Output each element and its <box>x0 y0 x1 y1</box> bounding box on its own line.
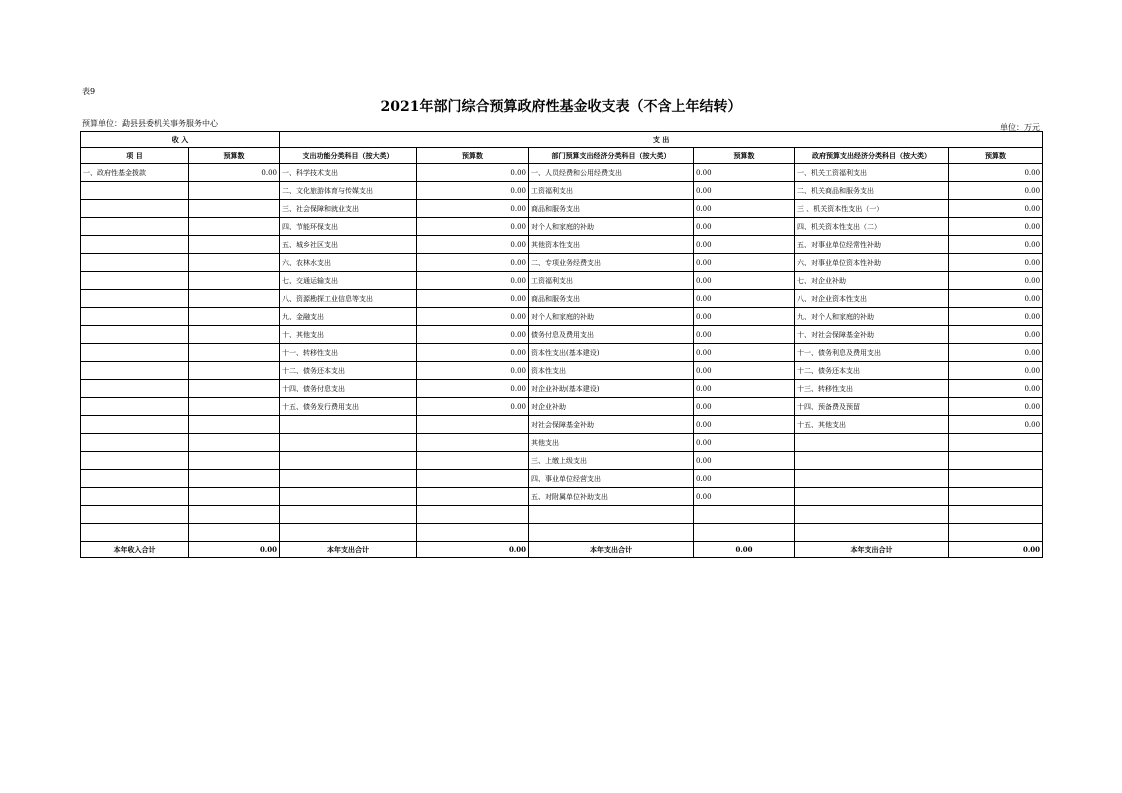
table-row <box>81 200 1043 218</box>
gov-class-cell <box>795 452 949 470</box>
func-class-cell: 十五、债务发行费用支出 <box>280 398 417 416</box>
income-budget-cell <box>189 434 280 452</box>
gov-class-cell: 七、对企业补助 <box>795 272 949 290</box>
dept-class-cell: 对企业补助(基本建设) <box>529 380 694 398</box>
dept-budget-cell: 0.00 <box>694 362 795 380</box>
col-header-gov-econ-class: 政府预算支出经济分类科目（按大类） <box>795 148 949 164</box>
income-item-cell <box>81 416 189 434</box>
income-budget-cell <box>189 362 280 380</box>
income-budget-cell <box>189 254 280 272</box>
dept-class-cell: 其他资本性支出 <box>529 236 694 254</box>
income-budget-cell <box>189 182 280 200</box>
func-budget-cell: 0.00 <box>417 380 529 398</box>
gov-class-cell <box>795 506 949 524</box>
dept-budget-cell: 0.00 <box>694 236 795 254</box>
income-item-cell <box>81 398 189 416</box>
total-func-label: 本年支出合计 <box>280 542 417 558</box>
func-class-cell <box>280 452 417 470</box>
func-budget-cell <box>417 416 529 434</box>
income-budget-cell <box>189 218 280 236</box>
table-row <box>81 380 1043 398</box>
func-budget-cell <box>417 434 529 452</box>
dept-budget-cell: 0.00 <box>694 398 795 416</box>
col-header-func-class: 支出功能分类科目（按大类） <box>280 148 417 164</box>
table-row <box>81 470 1043 488</box>
func-class-cell: 五、城乡社区支出 <box>280 236 417 254</box>
dept-budget-cell: 0.00 <box>694 488 795 506</box>
func-budget-cell: 0.00 <box>417 326 529 344</box>
dept-budget-cell: 0.00 <box>694 164 795 182</box>
gov-class-cell <box>795 524 949 542</box>
dept-class-cell: 商品和服务支出 <box>529 290 694 308</box>
table-row <box>81 326 1043 344</box>
dept-class-cell: 三、上缴上级支出 <box>529 452 694 470</box>
func-budget-cell <box>417 470 529 488</box>
gov-class-cell: 九、对个人和家庭的补助 <box>795 308 949 326</box>
gov-class-cell: 五、对事业单位经常性补助 <box>795 236 949 254</box>
total-func-value: 0.00 <box>417 542 529 558</box>
func-budget-cell: 0.00 <box>417 236 529 254</box>
gov-class-cell: 三 、机关资本性支出（一） <box>795 200 949 218</box>
col-header-dept-econ-class: 部门预算支出经济分类科目（按大类） <box>529 148 694 164</box>
func-budget-cell: 0.00 <box>417 290 529 308</box>
dept-class-cell: 其他支出 <box>529 434 694 452</box>
dept-budget-cell: 0.00 <box>694 254 795 272</box>
func-class-cell: 二、文化旅游体育与传媒支出 <box>280 182 417 200</box>
gov-class-cell: 二、机关商品和服务支出 <box>795 182 949 200</box>
gov-class-cell: 十一、债务利息及费用支出 <box>795 344 949 362</box>
dept-class-cell: 商品和服务支出 <box>529 200 694 218</box>
income-item-cell <box>81 326 189 344</box>
table-row <box>81 254 1043 272</box>
total-row <box>81 542 1043 558</box>
income-item-cell <box>81 488 189 506</box>
table-row <box>81 488 1043 506</box>
gov-class-cell: 十三、转移性支出 <box>795 380 949 398</box>
func-class-cell: 六、农林水支出 <box>280 254 417 272</box>
gov-budget-cell: 0.00 <box>949 200 1043 218</box>
func-budget-cell: 0.00 <box>417 164 529 182</box>
table-row <box>81 398 1043 416</box>
total-dept-label: 本年支出合计 <box>529 542 694 558</box>
header-row-top <box>81 132 1043 148</box>
gov-class-cell <box>795 488 949 506</box>
func-class-cell: 一、科学技术支出 <box>280 164 417 182</box>
income-budget-cell <box>189 344 280 362</box>
table-row <box>81 416 1043 434</box>
dept-budget-cell: 0.00 <box>694 218 795 236</box>
table-row <box>81 236 1043 254</box>
dept-class-cell: 一、人员经费和公用经费支出 <box>529 164 694 182</box>
gov-class-cell: 十四、预备费及预留 <box>795 398 949 416</box>
func-budget-cell: 0.00 <box>417 182 529 200</box>
income-item-cell <box>81 308 189 326</box>
income-budget-cell <box>189 524 280 542</box>
func-class-cell: 七、交通运输支出 <box>280 272 417 290</box>
dept-class-cell <box>529 506 694 524</box>
dept-budget-cell: 0.00 <box>694 416 795 434</box>
gov-budget-cell: 0.00 <box>949 236 1043 254</box>
gov-class-cell: 十二、债务还本支出 <box>795 362 949 380</box>
func-class-cell <box>280 488 417 506</box>
income-item-cell <box>81 344 189 362</box>
dept-class-cell: 对个人和家庭的补助 <box>529 308 694 326</box>
income-budget-cell <box>189 488 280 506</box>
func-budget-cell: 0.00 <box>417 254 529 272</box>
dept-budget-cell <box>694 506 795 524</box>
dept-budget-cell: 0.00 <box>694 434 795 452</box>
gov-class-cell: 一、机关工资福利支出 <box>795 164 949 182</box>
func-class-cell: 十四、债务付息支出 <box>280 380 417 398</box>
page-title: 2021年部门综合预算政府性基金收支表（不含上年结转） <box>380 99 742 115</box>
dept-budget-cell: 0.00 <box>694 326 795 344</box>
func-class-cell <box>280 416 417 434</box>
func-class-cell: 十、其他支出 <box>280 326 417 344</box>
gov-budget-cell: 0.00 <box>949 344 1043 362</box>
income-budget-cell <box>189 416 280 434</box>
currency-unit: 单位：万元 <box>1000 123 1040 132</box>
dept-class-cell: 对企业补助 <box>529 398 694 416</box>
expense-header: 支 出 <box>280 132 1043 148</box>
total-dept-value: 0.00 <box>694 542 795 558</box>
table-row <box>81 506 1043 524</box>
gov-budget-cell: 0.00 <box>949 254 1043 272</box>
table-row <box>81 434 1043 452</box>
gov-budget-cell: 0.00 <box>949 182 1043 200</box>
dept-budget-cell <box>694 524 795 542</box>
income-item-cell <box>81 380 189 398</box>
total-income-value: 0.00 <box>189 542 280 558</box>
gov-budget-cell: 0.00 <box>949 362 1043 380</box>
total-gov-value: 0.00 <box>949 542 1043 558</box>
income-item-cell <box>81 218 189 236</box>
gov-budget-cell <box>949 488 1043 506</box>
gov-budget-cell: 0.00 <box>949 290 1043 308</box>
income-item-cell <box>81 434 189 452</box>
income-budget-cell: 0.00 <box>189 164 280 182</box>
gov-class-cell <box>795 434 949 452</box>
col-header-budget: 预算数 <box>694 148 795 164</box>
func-budget-cell: 0.00 <box>417 362 529 380</box>
income-item-cell <box>81 470 189 488</box>
gov-budget-cell: 0.00 <box>949 380 1043 398</box>
col-header-budget: 预算数 <box>417 148 529 164</box>
dept-budget-cell: 0.00 <box>694 200 795 218</box>
gov-class-cell: 十五、其他支出 <box>795 416 949 434</box>
gov-budget-cell <box>949 434 1043 452</box>
table-row <box>81 164 1043 182</box>
budget-unit-name: 预算单位：勐县县委机关事务服务中心 <box>82 119 218 128</box>
dept-budget-cell: 0.00 <box>694 308 795 326</box>
func-budget-cell <box>417 524 529 542</box>
dept-class-cell: 对个人和家庭的补助 <box>529 218 694 236</box>
func-budget-cell: 0.00 <box>417 272 529 290</box>
table-row <box>81 452 1043 470</box>
dept-class-cell: 工资福利支出 <box>529 182 694 200</box>
income-budget-cell <box>189 200 280 218</box>
gov-budget-cell: 0.00 <box>949 398 1043 416</box>
table-row <box>81 218 1043 236</box>
func-class-cell <box>280 506 417 524</box>
col-header-item: 项 目 <box>81 148 189 164</box>
income-item-cell <box>81 200 189 218</box>
income-header: 收 入 <box>81 132 280 148</box>
table-row <box>81 524 1043 542</box>
income-item-cell <box>81 254 189 272</box>
func-budget-cell <box>417 452 529 470</box>
gov-budget-cell: 0.00 <box>949 272 1043 290</box>
func-budget-cell: 0.00 <box>417 344 529 362</box>
func-class-cell: 三、社会保障和就业支出 <box>280 200 417 218</box>
func-budget-cell: 0.00 <box>417 218 529 236</box>
income-budget-cell <box>189 272 280 290</box>
income-item-cell <box>81 290 189 308</box>
gov-class-cell: 四、机关资本性支出（二） <box>795 218 949 236</box>
gov-budget-cell <box>949 506 1043 524</box>
col-header-budget: 预算数 <box>189 148 280 164</box>
dept-budget-cell: 0.00 <box>694 452 795 470</box>
func-budget-cell: 0.00 <box>417 308 529 326</box>
gov-class-cell: 八、对企业资本性支出 <box>795 290 949 308</box>
header-row-columns <box>81 148 1043 164</box>
func-budget-cell: 0.00 <box>417 200 529 218</box>
func-class-cell: 十一、转移性支出 <box>280 344 417 362</box>
table-row <box>81 344 1043 362</box>
gov-class-cell: 六、对事业单位资本性补助 <box>795 254 949 272</box>
func-class-cell <box>280 434 417 452</box>
income-item-cell <box>81 236 189 254</box>
func-class-cell: 九、金融支出 <box>280 308 417 326</box>
income-item-cell <box>81 182 189 200</box>
gov-budget-cell <box>949 452 1043 470</box>
total-income-label: 本年收入合计 <box>81 542 189 558</box>
dept-budget-cell: 0.00 <box>694 380 795 398</box>
dept-class-cell: 二、专项业务经费支出 <box>529 254 694 272</box>
dept-class-cell: 工资福利支出 <box>529 272 694 290</box>
dept-class-cell: 资本性支出 <box>529 362 694 380</box>
total-gov-label: 本年支出合计 <box>795 542 949 558</box>
col-header-budget: 预算数 <box>949 148 1043 164</box>
income-budget-cell <box>189 452 280 470</box>
income-item-cell: 一、政府性基金拨款 <box>81 164 189 182</box>
gov-budget-cell: 0.00 <box>949 326 1043 344</box>
gov-budget-cell: 0.00 <box>949 164 1043 182</box>
dept-class-cell: 资本性支出(基本建设) <box>529 344 694 362</box>
income-budget-cell <box>189 236 280 254</box>
func-budget-cell <box>417 488 529 506</box>
gov-budget-cell <box>949 470 1043 488</box>
gov-class-cell <box>795 470 949 488</box>
table-row <box>81 362 1043 380</box>
dept-class-cell <box>529 524 694 542</box>
dept-class-cell: 五、对附属单位补助支出 <box>529 488 694 506</box>
table-row <box>81 308 1043 326</box>
dept-class-cell: 对社会保障基金补助 <box>529 416 694 434</box>
dept-budget-cell: 0.00 <box>694 272 795 290</box>
dept-class-cell: 四、事业单位经营支出 <box>529 470 694 488</box>
dept-budget-cell: 0.00 <box>694 290 795 308</box>
func-class-cell <box>280 524 417 542</box>
income-item-cell <box>81 506 189 524</box>
dept-budget-cell: 0.00 <box>694 182 795 200</box>
table-row <box>81 290 1043 308</box>
income-item-cell <box>81 452 189 470</box>
income-budget-cell <box>189 308 280 326</box>
func-budget-cell <box>417 506 529 524</box>
income-budget-cell <box>189 398 280 416</box>
income-item-cell <box>81 272 189 290</box>
income-budget-cell <box>189 470 280 488</box>
func-budget-cell: 0.00 <box>417 398 529 416</box>
income-item-cell <box>81 362 189 380</box>
gov-budget-cell <box>949 524 1043 542</box>
dept-budget-cell: 0.00 <box>694 344 795 362</box>
income-budget-cell <box>189 326 280 344</box>
dept-budget-cell: 0.00 <box>694 470 795 488</box>
func-class-cell <box>280 470 417 488</box>
gov-budget-cell: 0.00 <box>949 218 1043 236</box>
gov-budget-cell: 0.00 <box>949 416 1043 434</box>
func-class-cell: 八、资源勘探工业信息等支出 <box>280 290 417 308</box>
table-row <box>81 272 1043 290</box>
func-class-cell: 十二、债务还本支出 <box>280 362 417 380</box>
income-budget-cell <box>189 290 280 308</box>
gov-budget-cell: 0.00 <box>949 308 1043 326</box>
table-number: 表9 <box>82 87 96 96</box>
table-row <box>81 182 1043 200</box>
dept-class-cell: 债务付息及费用支出 <box>529 326 694 344</box>
budget-table <box>80 131 1043 558</box>
income-budget-cell <box>189 506 280 524</box>
income-item-cell <box>81 524 189 542</box>
gov-class-cell: 十、对社会保障基金补助 <box>795 326 949 344</box>
income-budget-cell <box>189 380 280 398</box>
func-class-cell: 四、节能环保支出 <box>280 218 417 236</box>
